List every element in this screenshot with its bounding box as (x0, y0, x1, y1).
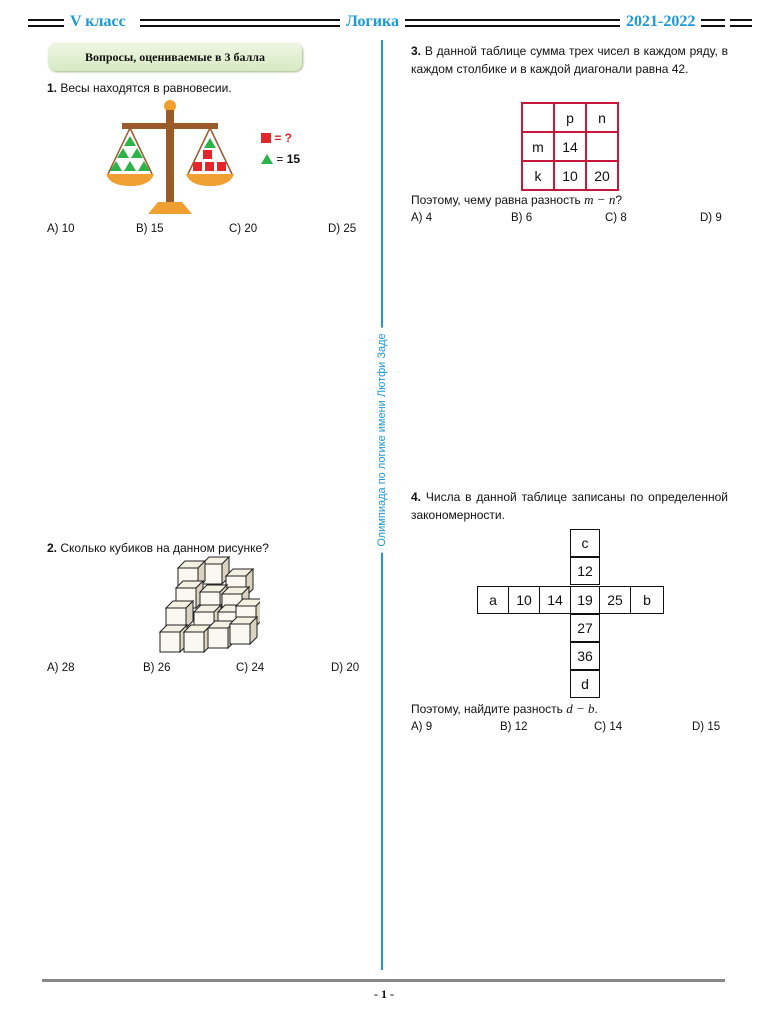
balance-scale-image (100, 98, 240, 220)
grid-row (522, 161, 618, 190)
q1-option-a[interactable]: A) 10 (47, 223, 75, 235)
q2-option-b[interactable]: B) 26 (143, 662, 171, 674)
cube (166, 601, 193, 628)
q3-statement: В данной таблице сумма трех чисел в каждом ряду, в каждом столбике и в каждой диагонали равна 42. (411, 44, 728, 76)
q2-number: 2. (47, 541, 58, 555)
q4-option-b[interactable]: B) 12 (500, 721, 528, 733)
cube (184, 625, 211, 652)
grid-cell (586, 132, 618, 161)
grid-cell: p (554, 103, 586, 132)
olympiad-vertical-text: Олимпиада по логике имени Лютфи Заде (376, 327, 388, 552)
header-rule-left-bottom (28, 25, 64, 27)
q4-option-a[interactable]: A) 9 (411, 721, 433, 733)
grid-cell: 20 (586, 161, 618, 190)
legend-triangle-row (261, 149, 300, 170)
grid-cell (522, 103, 554, 132)
page-number: - 1 - (374, 987, 394, 1001)
q4-number: 4. (411, 490, 422, 504)
q2-statement: Сколько кубиков на данном рисунке? (60, 541, 269, 555)
cross-cell-row: 25 (599, 586, 631, 614)
cube (160, 625, 187, 652)
q1-number: 1. (47, 81, 58, 95)
header-rule-right-top (730, 19, 752, 21)
green-triangle-icon (261, 154, 273, 164)
q3-option-c[interactable]: C) 8 (605, 212, 627, 224)
grid-cell: m (522, 132, 554, 161)
q4-option-d[interactable]: D) 15 (692, 721, 721, 733)
q3-expression: m − n (584, 192, 616, 207)
header-rule-left-top (28, 19, 64, 21)
cross-cell-column: d (570, 670, 600, 698)
legend-triangle-value: 15 (286, 152, 301, 166)
q3-number: 3. (411, 44, 422, 58)
cross-cell-column: c (570, 529, 600, 557)
q4-expression: d − b (566, 701, 595, 716)
q3-question-text: Поэтому, чему равна разность (411, 193, 581, 207)
q4-question (411, 700, 598, 718)
grid-cell: 14 (554, 132, 586, 161)
cross-cell-column: 27 (570, 614, 600, 642)
q4-question-text: Поэтому, найдите разность (411, 702, 563, 716)
cross-cell-row: b (630, 586, 664, 614)
q3-question-mark: ? (615, 193, 623, 207)
header-subject: Логика (340, 13, 405, 31)
cross-cell-center: 19 (570, 586, 600, 614)
q2-option-a[interactable]: A) 28 (47, 662, 75, 674)
legend-square-row (261, 128, 300, 149)
cross-cell-row: 10 (508, 586, 540, 614)
q3-question (411, 191, 622, 209)
q1-option-c[interactable]: C) 20 (229, 223, 258, 235)
section-badge: Вопросы, оцениваемые в 3 балла (48, 43, 302, 71)
legend-square-label: = ? (274, 131, 293, 145)
q3-option-d[interactable]: D) 9 (700, 212, 722, 224)
q2-option-c[interactable]: C) 24 (236, 662, 265, 674)
q4-option-c[interactable]: C) 14 (594, 721, 623, 733)
cube (202, 557, 229, 584)
cross-cell-column: 36 (570, 642, 600, 670)
q2-option-d[interactable]: D) 20 (331, 662, 360, 674)
grid-cell: n (586, 103, 618, 132)
q3-option-a[interactable]: A) 4 (411, 212, 433, 224)
grid-cell: k (522, 161, 554, 190)
grid-cell: 10 (554, 161, 586, 190)
grid-row (522, 132, 618, 161)
q3-option-b[interactable]: B) 6 (511, 212, 533, 224)
legend-triangle-equals: = (276, 152, 284, 166)
header-rule-right-bottom (730, 25, 752, 27)
header-year: 2021-2022 (620, 13, 701, 31)
cubes-stack-image (150, 556, 260, 660)
header-grade: V класс (64, 13, 132, 31)
q2-text (47, 539, 269, 557)
q1-text (47, 79, 232, 97)
cross-cell-row: 14 (539, 586, 571, 614)
grid-row (522, 103, 618, 132)
q4-question-end: . (594, 702, 598, 716)
cross-cell-column: 12 (570, 557, 600, 585)
footer-rule (42, 979, 725, 982)
q3-magic-grid (521, 102, 619, 191)
q4-text (411, 488, 728, 524)
q1-statement: Весы находятся в равновесии. (60, 81, 232, 95)
q1-legend (261, 128, 300, 170)
cross-cell-row: a (477, 586, 509, 614)
q3-text (411, 42, 728, 78)
q4-statement: Числа в данной таблице записаны по определенной закономерности. (411, 490, 728, 522)
cube (230, 617, 257, 644)
red-square-icon (261, 133, 271, 143)
q1-option-b[interactable]: B) 15 (136, 223, 164, 235)
q1-option-d[interactable]: D) 25 (328, 223, 357, 235)
